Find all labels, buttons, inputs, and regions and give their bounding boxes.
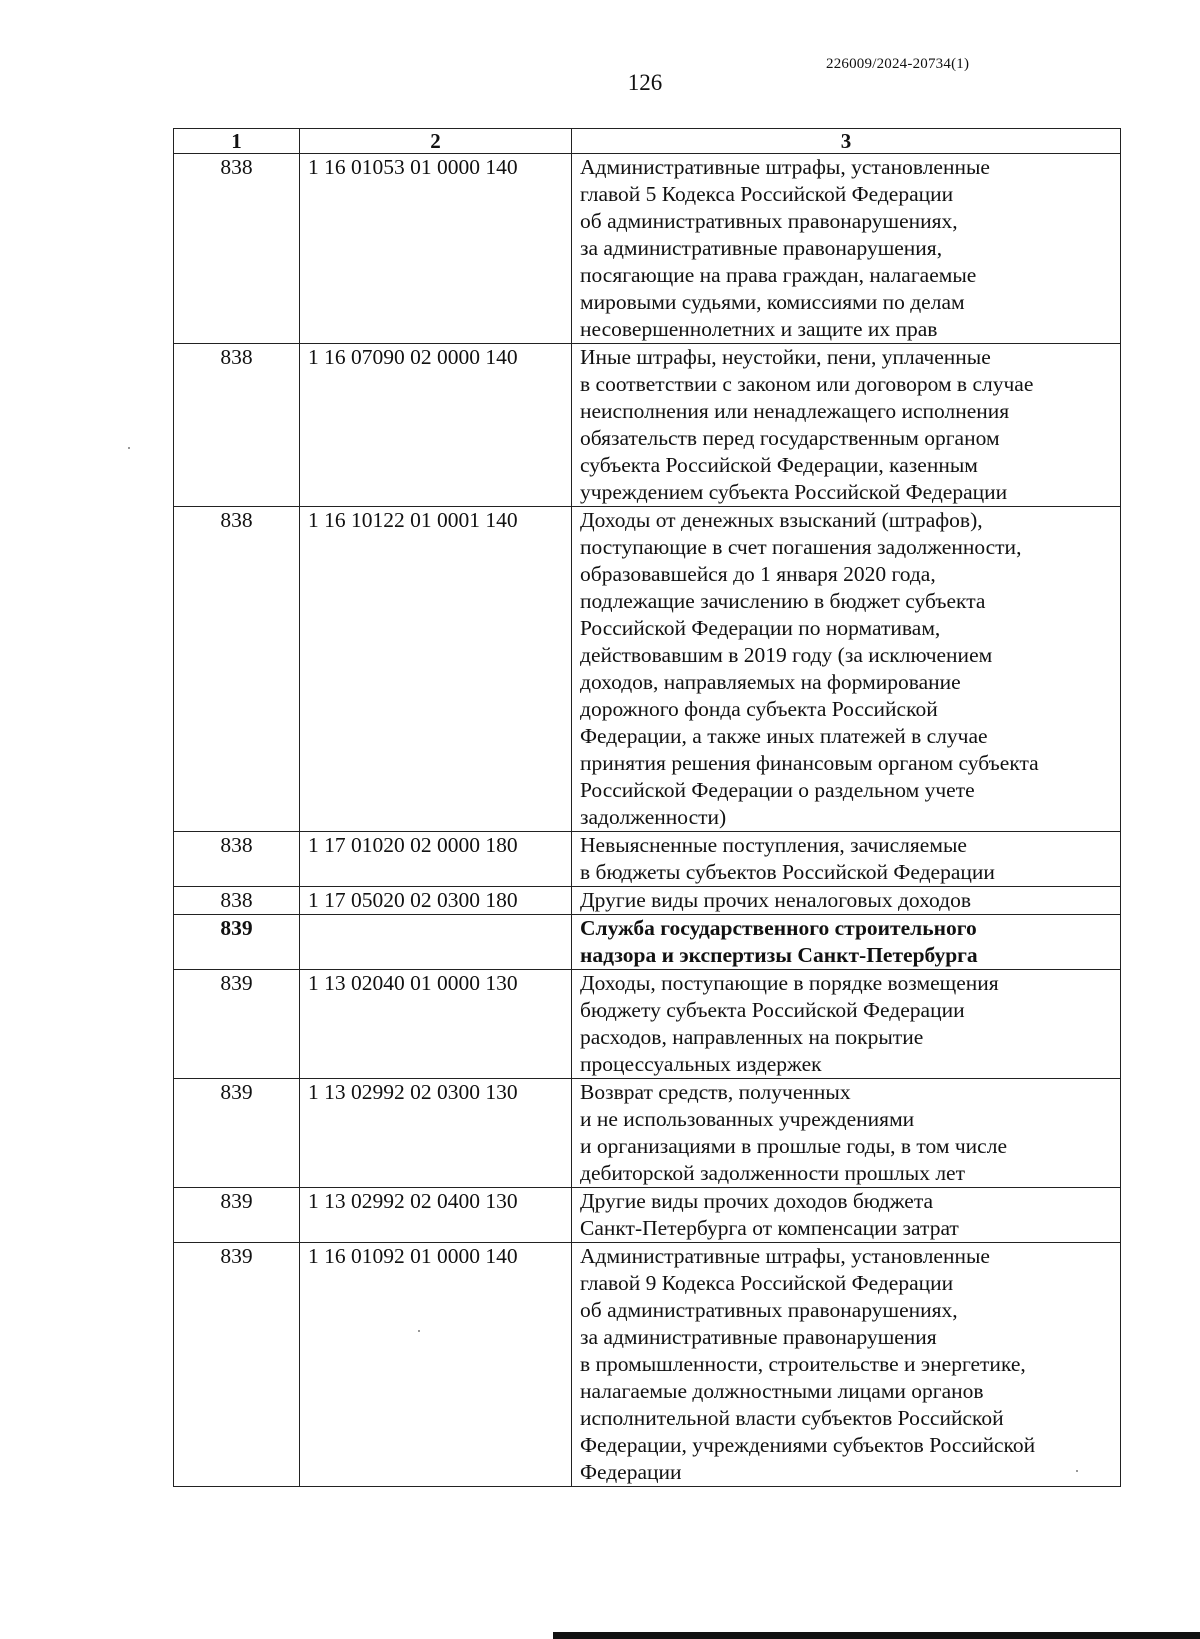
description-line: учреждением субъекта Российской Федерации (580, 480, 1008, 504)
administrator-code-cell: 839 (174, 1188, 300, 1243)
description-line: бюджету субъекта Российской Федерации (580, 998, 965, 1022)
revenue-code-cell: 1 13 02040 01 0000 130 (300, 970, 572, 1079)
description-line: Санкт-Петербурга от компенсации затрат (580, 1216, 959, 1240)
table-row (174, 915, 1121, 970)
description-line: мировыми судьями, комиссиями по делам (580, 290, 965, 314)
description-line: Федерации, а также иных платежей в случае (580, 724, 988, 748)
description-line: за административные правонарушения, (580, 236, 943, 260)
description-line: в промышленности, строительстве и энергетике, (580, 1352, 1026, 1376)
table-row (174, 154, 1121, 344)
description-line: и не использованных учреждениями (580, 1107, 915, 1131)
revenue-codes-table (173, 128, 1121, 1487)
description-line: несовершеннолетних и защите их прав (580, 317, 938, 341)
revenue-code-cell: 1 16 10122 01 0001 140 (300, 507, 572, 832)
description-line: поступающие в счет погашения задолженности, (580, 535, 1022, 559)
revenue-code-cell: 1 16 01053 01 0000 140 (300, 154, 572, 344)
scan-edge-bar (553, 1632, 1200, 1639)
description-line: Служба государственного строительного (580, 916, 977, 940)
description-line: Федерации (580, 1460, 682, 1484)
revenue-code-cell: 1 13 02992 02 0300 130 (300, 1079, 572, 1188)
table-row (174, 832, 1121, 887)
scan-speck (418, 1330, 420, 1332)
description-line: исполнительной власти субъектов Российской (580, 1406, 1004, 1430)
administrator-code-cell: 838 (174, 832, 300, 887)
administrator-code-cell: 839 (174, 1243, 300, 1487)
description-line: в бюджеты субъектов Российской Федерации (580, 860, 995, 884)
description-line: Российской Федерации по нормативам, (580, 616, 941, 640)
table-row (174, 887, 1121, 915)
description-line: надзора и экспертизы Санкт-Петербурга (580, 943, 978, 967)
description-line: обязательств перед государственным органом (580, 426, 1000, 450)
revenue-code-cell: 1 16 01092 01 0000 140 (300, 1243, 572, 1487)
revenue-description-cell (572, 1188, 1121, 1243)
description-line: расходов, направленных на покрытие (580, 1025, 924, 1049)
revenue-description-cell (572, 970, 1121, 1079)
table-body (174, 154, 1121, 1487)
description-line: дорожного фонда субъекта Российской (580, 697, 938, 721)
description-line: Другие виды прочих доходов бюджета (580, 1189, 934, 1213)
administrator-code-cell: 838 (174, 344, 300, 507)
administrator-code-cell: 838 (174, 154, 300, 344)
revenue-description-cell (572, 507, 1121, 832)
table-row (174, 507, 1121, 832)
revenue-description-cell (572, 887, 1121, 915)
table-row (174, 1243, 1121, 1487)
description-line: Другие виды прочих неналоговых доходов (580, 888, 972, 912)
description-line: Возврат средств, полученных (580, 1080, 851, 1104)
description-line: Доходы от денежных взысканий (штрафов), (580, 508, 983, 532)
description-line: об административных правонарушениях, (580, 1298, 958, 1322)
column-header-1: 1 (174, 129, 300, 154)
revenue-description-cell (572, 154, 1121, 344)
revenue-description-cell (572, 915, 1121, 970)
revenue-code-cell: 1 13 02992 02 0400 130 (300, 1188, 572, 1243)
table-header (174, 129, 1121, 154)
description-line: Доходы, поступающие в порядке возмещения (580, 971, 999, 995)
description-line: субъекта Российской Федерации, казенным (580, 453, 978, 477)
description-line: об административных правонарушениях, (580, 209, 958, 233)
description-line: принятия решения финансовым органом субъекта (580, 751, 1039, 775)
description-line: образовавшейся до 1 января 2020 года, (580, 562, 936, 586)
table-row (174, 970, 1121, 1079)
description-line: доходов, направляемых на формирование (580, 670, 961, 694)
revenue-description-cell (572, 344, 1121, 507)
description-line: подлежащие зачислению в бюджет субъекта (580, 589, 986, 613)
scan-speck (1076, 1470, 1078, 1472)
administrator-code-cell: 839 (174, 1079, 300, 1188)
description-line: посягающие на права граждан, налагаемые (580, 263, 977, 287)
table-row (174, 1188, 1121, 1243)
description-line: Федерации, учреждениями субъектов Российской (580, 1433, 1036, 1457)
administrator-code-cell: 839 (174, 970, 300, 1079)
revenue-code-cell (300, 915, 572, 970)
page-number: 126 (627, 70, 663, 95)
revenue-code-cell: 1 17 05020 02 0300 180 (300, 887, 572, 915)
description-line: задолженности) (580, 805, 727, 829)
scan-speck (128, 447, 130, 449)
description-line: Российской Федерации о раздельном учете (580, 778, 975, 802)
revenue-description-cell (572, 1079, 1121, 1188)
description-line: Административные штрафы, установленные (580, 1244, 990, 1268)
description-line: за административные правонарушения (580, 1325, 937, 1349)
description-line: Административные штрафы, установленные (580, 155, 990, 179)
description-line: налагаемые должностными лицами органов (580, 1379, 984, 1403)
description-line: процессуальных издержек (580, 1052, 822, 1076)
description-line: дебиторской задолженности прошлых лет (580, 1161, 965, 1185)
description-line: главой 5 Кодекса Российской Федерации (580, 182, 954, 206)
table-row (174, 344, 1121, 507)
revenue-description-cell (572, 1243, 1121, 1487)
description-line: Невыясненные поступления, зачисляемые (580, 833, 967, 857)
description-line: главой 9 Кодекса Российской Федерации (580, 1271, 954, 1295)
table-row (174, 1079, 1121, 1188)
administrator-code-cell: 839 (174, 915, 300, 970)
administrator-code-cell: 838 (174, 507, 300, 832)
revenue-code-cell: 1 16 07090 02 0000 140 (300, 344, 572, 507)
description-line: действовавшим в 2019 году (за исключением (580, 643, 993, 667)
column-header-2: 2 (300, 129, 572, 154)
revenue-description-cell (572, 832, 1121, 887)
column-header-3: 3 (572, 129, 1121, 154)
revenue-code-cell: 1 17 01020 02 0000 180 (300, 832, 572, 887)
description-line: Иные штрафы, неустойки, пени, уплаченные (580, 345, 991, 369)
description-line: неисполнения или ненадлежащего исполнения (580, 399, 1010, 423)
description-line: в соответствии с законом или договором в случае (580, 372, 1034, 396)
administrator-code-cell: 838 (174, 887, 300, 915)
document-registration-number: 226009/2024-20734(1) (826, 56, 970, 72)
description-line: и организациями в прошлые годы, в том числе (580, 1134, 1007, 1158)
